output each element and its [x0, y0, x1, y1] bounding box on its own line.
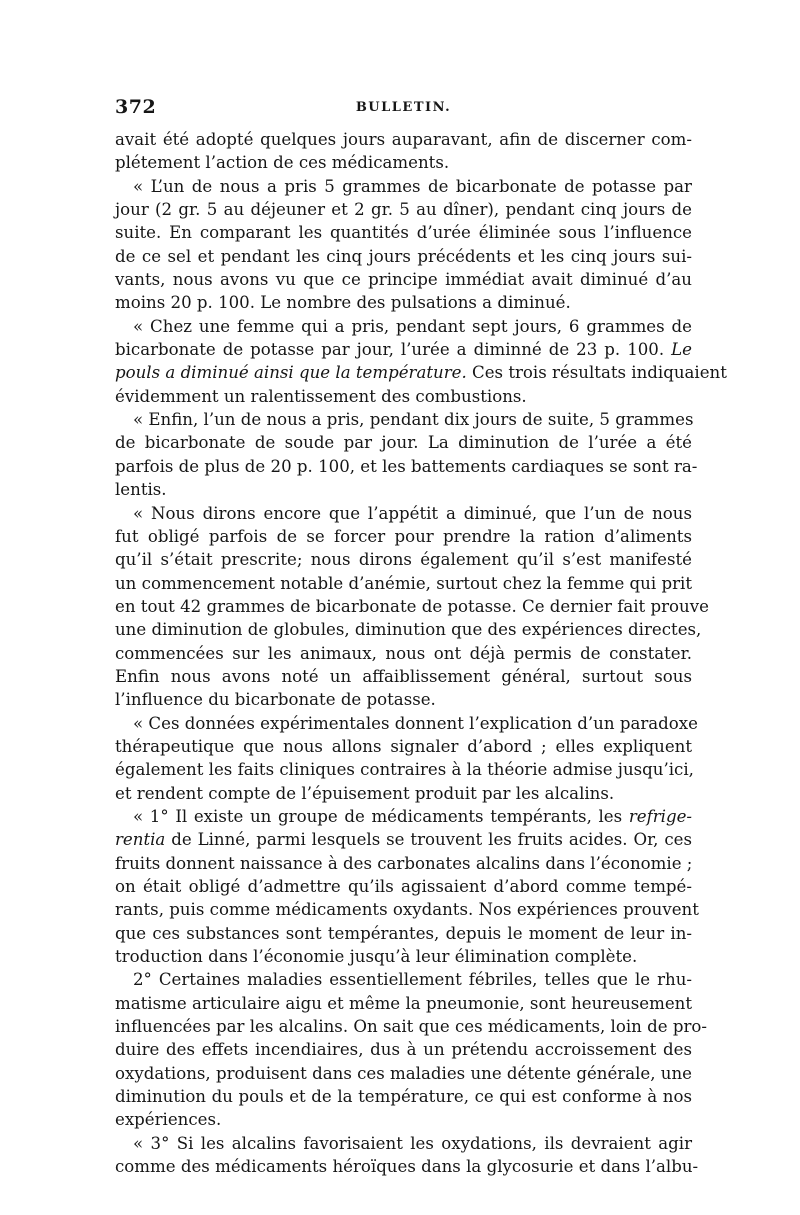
italic-text: rentia: [115, 830, 166, 850]
line-text: « Nous dirons encore que l’appétit a diminué, que l’un de nous: [133, 503, 692, 523]
page-header: [115, 96, 692, 126]
line-text: bicarbonate de potasse par jour, l’urée a diminné de 23 p. 100.: [115, 340, 665, 360]
italic-text: pouls a diminué ainsi que la température.: [115, 363, 467, 383]
line-text: commencées sur les animaux, nous ont déjà permis de constater.: [115, 643, 692, 663]
text-line: [115, 431, 692, 454]
line-text: Ces trois résultats indiquaient: [466, 363, 727, 383]
text-line: [115, 245, 692, 268]
text-line: [115, 572, 692, 595]
text-line: [115, 735, 692, 758]
text-line: [115, 1132, 692, 1155]
text-line: [115, 1038, 692, 1061]
line-text: de Linné, parmi lesquels se trouvent les fruits acides. Or, ces: [165, 830, 692, 850]
text-line: [115, 805, 692, 828]
text-line: [115, 992, 692, 1015]
line-text: rants, puis comme médicaments oxydants. Nos expériences prouvent: [115, 900, 699, 920]
line-text: expériences.: [115, 1110, 222, 1130]
text-line: [115, 175, 692, 198]
text-line: [115, 525, 692, 548]
text-line: [115, 898, 699, 921]
line-text: évidemment un ralentissement des combustions.: [115, 386, 527, 406]
text-line: [115, 618, 702, 641]
line-text: oxydations, produisent dans ces maladies une détente générale, une: [115, 1063, 692, 1083]
line-text: parfois de plus de 20 p. 100, et les battements cardiaques se sont ra-: [115, 456, 698, 476]
text-line: [115, 268, 692, 291]
text-line: [115, 922, 692, 945]
line-text: fut obligé parfois de se forcer pour prendre la ration d’aliments: [115, 526, 692, 546]
text-line: [115, 712, 698, 735]
text-line: [115, 385, 692, 408]
text-line: [115, 502, 692, 525]
text-line: [115, 455, 698, 478]
line-text: comme des médicaments héroïques dans la glycosurie et dans l’albu-: [115, 1157, 699, 1177]
line-text: l’influence du bicarbonate de potasse.: [115, 690, 436, 710]
text-line: [115, 408, 692, 431]
text-line: [115, 595, 709, 618]
line-text: également les faits cliniques contraires à la théorie admise jusqu’ici,: [115, 760, 694, 780]
text-line: [115, 128, 692, 151]
line-text: un commencement notable d’anémie, surtout chez la femme qui prit: [115, 573, 692, 593]
line-text: jour (2 gr. 5 au déjeuner et 2 gr. 5 au dîner), pendant cinq jours de: [115, 200, 692, 220]
line-text: on était obligé d’admettre qu’ils agissaient d’abord comme tempé-: [115, 877, 692, 896]
text-line: [115, 968, 692, 991]
text-line: [115, 828, 692, 851]
line-text: moins 20 p. 100. Le nombre des pulsations a diminué.: [115, 293, 571, 313]
text-line: [115, 642, 692, 665]
line-text: Enfin nous avons noté un affaiblissement général, surtout sous: [115, 666, 692, 686]
line-text: de ce sel et pendant les cinq jours précédents et les cinq jours sui-: [115, 246, 692, 266]
text-line: [115, 221, 692, 244]
line-text: avait été adopté quelques jours auparavant, afin de discerner com-: [115, 130, 692, 149]
line-text: troduction dans l’économie jusqu’à leur élimination complète.: [115, 947, 638, 967]
line-text: plétement l’action de ces médicaments.: [115, 153, 450, 173]
line-text: « 3° Si les alcalins favorisaient les oxydations, ils devraient agir: [133, 1133, 692, 1153]
text-line: [115, 361, 727, 384]
line-text: et rendent compte de l’épuisement produit par les alcalins.: [115, 783, 615, 803]
text-line: [115, 665, 692, 688]
text-line: [115, 478, 692, 501]
page-number: 372: [115, 96, 157, 118]
line-text: diminution du pouls et de la température, ce qui est conforme à nos: [115, 1087, 692, 1107]
text-line: [115, 758, 692, 781]
text-line: [115, 1155, 699, 1178]
text-line: [115, 548, 692, 571]
line-text: fruits donnent naissance à des carbonates alcalins dans l’économie ;: [115, 853, 693, 873]
line-text: thérapeutique que nous allons signaler d’abord ; elles expliquent: [115, 736, 692, 756]
text-line: [115, 1108, 692, 1131]
line-text: « Ces données expérimentales donnent l’explication d’un paradoxe: [133, 713, 698, 733]
italic-text: refrige-: [628, 806, 693, 826]
body-text: [115, 128, 727, 1178]
line-text: une diminution de globules, diminution que des expériences directes,: [115, 620, 702, 640]
line-text: en tout 42 grammes de bicarbonate de potasse. Ce dernier fait prouve: [115, 596, 709, 616]
line-text: que ces substances sont tempérantes, depuis le moment de leur in-: [115, 923, 692, 943]
text-line: [115, 782, 692, 805]
text-line: [115, 688, 692, 711]
running-head: BULLETIN.: [355, 100, 452, 115]
text-line: [115, 945, 692, 968]
line-text: vants, nous avons vu que ce principe immédiat avait diminué d’au: [115, 270, 692, 290]
line-text: matisme articulaire aigu et même la pneumonie, sont heureusement: [115, 993, 692, 1013]
line-text: « Chez une femme qui a pris, pendant sept jours, 6 grammes de: [133, 316, 692, 336]
text-line: [115, 1015, 707, 1038]
text-line: [115, 852, 692, 875]
italic-text: Le: [671, 340, 692, 360]
text-line: [115, 1062, 692, 1085]
line-text: suite. En comparant les quantités d’urée éliminée sous l’influence: [115, 223, 692, 243]
line-text: qu’il s’était prescrite; nous dirons également qu’il s’est manifesté: [115, 550, 692, 570]
text-line: [115, 151, 692, 174]
line-text: influencées par les alcalins. On sait que ces médicaments, loin de pro-: [115, 1017, 707, 1037]
text-line: [115, 198, 692, 221]
line-text: de bicarbonate de soude par jour. La diminution de l’urée a été: [115, 433, 692, 453]
text-line: [115, 338, 692, 361]
line-text: « 1° Il existe un groupe de médicaments tempérants, les: [133, 806, 623, 826]
line-text: 2° Certaines maladies essentiellement fébriles, telles que le rhu-: [133, 970, 692, 990]
text-line: [115, 315, 692, 338]
text-line: [115, 1085, 692, 1108]
text-line: [115, 291, 692, 314]
line-text: « Enfin, l’un de nous a pris, pendant dix jours de suite, 5 grammes: [133, 410, 694, 430]
line-text: duire des effets incendiaires, dus à un prétendu accroissement des: [115, 1040, 692, 1060]
text-line: [115, 875, 692, 898]
line-text: « L’un de nous a pris 5 grammes de bicarbonate de potasse par: [133, 176, 692, 196]
line-text: lentis.: [115, 480, 167, 500]
